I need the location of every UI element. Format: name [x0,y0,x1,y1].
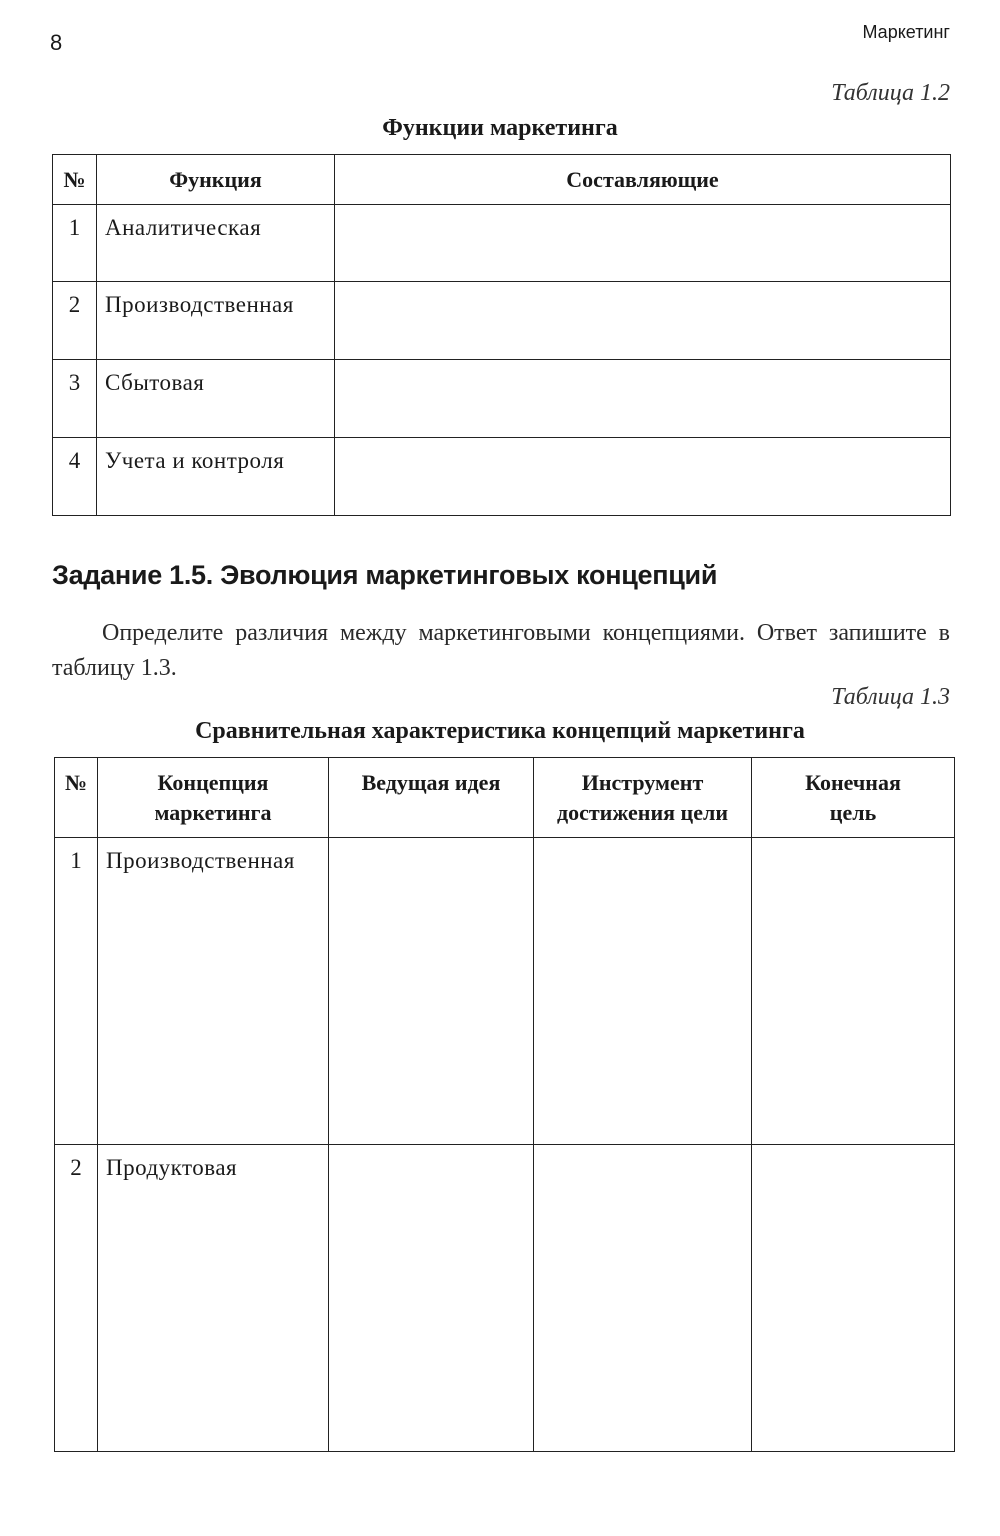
header-line: Инструмент [581,770,704,795]
row-number: 3 [53,360,97,438]
table-row [53,205,951,282]
table-1-3-label: Таблица 1.3 [831,684,950,710]
table-1-3-title: Сравнительная характеристика концепций маркетинга [195,718,805,744]
components-cell[interactable] [335,438,951,516]
function-name: Аналитическая [97,205,335,282]
column-header-final-goal [752,758,955,838]
task-heading [52,560,717,591]
column-header-tool [534,758,752,838]
components-cell[interactable] [335,282,951,360]
components-cell[interactable] [335,205,951,282]
row-number: 1 [53,205,97,282]
table-row [55,838,955,1145]
table-1-2-label: Таблица 1.2 [831,80,950,106]
header-line: достижения цели [556,800,728,825]
task-number: Задание 1.5 [52,560,206,590]
concept-name: Производственная [98,838,329,1145]
header-line: маркетинга [154,800,272,825]
page-number: 8 [50,30,63,55]
header-line: № [64,770,88,795]
task-instructions: Определите различия между маркетинговыми концепциями. Ответ запишите в таблицу 1.3. [52,620,950,681]
task-title: . Эволюция маркетинговых концепций [205,560,718,590]
function-name: Учета и контроля [97,438,335,516]
row-number: 4 [53,438,97,516]
table-row [53,438,951,516]
tool-cell[interactable] [534,1145,752,1452]
table-row [53,282,951,360]
leading-idea-cell[interactable] [329,1145,534,1452]
function-name: Сбытовая [97,360,335,438]
row-number: 2 [53,282,97,360]
components-cell[interactable] [335,360,951,438]
table-1-2-title: Функции маркетинга [382,115,618,141]
table-header-row [53,155,951,205]
leading-idea-cell[interactable] [329,838,534,1145]
column-header-leading-idea [329,758,534,838]
column-header-components: Составляющие [335,155,951,205]
table-row [53,360,951,438]
header-line: Ведущая идея [361,770,501,795]
concepts-table [54,757,955,1452]
header-line: цель [829,800,877,825]
table-row [55,1145,955,1452]
header-line: Концепция [157,770,269,795]
function-name: Производственная [97,282,335,360]
tool-cell[interactable] [534,838,752,1145]
column-header-number: № [53,155,97,205]
final-goal-cell[interactable] [752,838,955,1145]
final-goal-cell[interactable] [752,1145,955,1452]
functions-table [52,154,951,516]
row-number: 1 [55,838,98,1145]
column-header-number [55,758,98,838]
header-line: Конечная [805,770,901,795]
column-header-function: Функция [97,155,335,205]
running-title: Маркетинг [862,22,950,42]
row-number: 2 [55,1145,98,1452]
table-header-row [55,758,955,838]
column-header-concept [98,758,329,838]
concept-name: Продуктовая [98,1145,329,1452]
